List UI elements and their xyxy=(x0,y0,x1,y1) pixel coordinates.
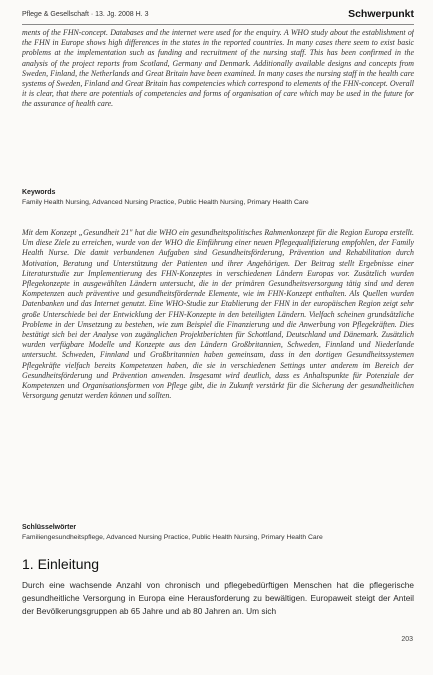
journal-citation: Pflege & Gesellschaft · 13. Jg. 2008 H. 3 xyxy=(22,11,149,18)
schluesselwoerter-heading: Schlüsselwörter xyxy=(22,524,77,531)
keywords-heading: Keywords xyxy=(22,189,56,196)
page-number: 203 xyxy=(401,636,413,643)
section-label: Schwerpunkt xyxy=(348,8,414,20)
german-abstract: Mit dem Konzept „Gesundheit 21" hat die WHO ein gesundheitspolitisches Rahmenkonzept für die Region Europa erstellt. Um diese Ziele zu erreichen, wurde von der WHO die Einführung einer neuen Pflegequalifizierung empfohlen, der Family Health Nurse. Die damit verbundenen Aufgaben sind Gesundheitsförderung, Prävention und Rehabilitation durch Motivation, Beratung und Unterstützung der Patienten und ihrer Angehörigen. Der Beitrag stellt Ergebnisse einer Literaturstudie zur Implementierung des FHN-Konzeptes in verschiedenen Ländern Europas vor. Zusätzlich wurden Pflegekonzepte in ausgewählten Ländern untersucht, die in der primären Gesundheitsversorgung tätig sind und deren Kompetenzen auch präventive und gesundheitsfördernde Elemente, wie im FHN-Konzept enthalten. Als Quellen wurden Datenbanken und das Internet genutzt. Eine WHO-Studie zur Etablierung der FHN in der europäischen Region zeigt sehr große Unterschiede bei der Entwicklung der FHN-Konzepte in den beteiligten Ländern. Vielfach scheinen grundsätzliche Probleme in der Umsetzung zu bestehen, wie zum Beispiel die Finanzierung und die Anwerbung von Pflegekräften. Dies bestätigt sich bei der Analyse von zugänglichen Projektberichten für Schottland, Deutschland und Dänemark. Zusätzlich wurden verfügbare Modelle und Konzepte aus den Ländern Großbritannien, Schweden, Finnland und Niederlande untersucht. Schweden, Finnland und Großbritannien haben gemeinsam, dass in den dortigen Gesundheitssystemen Pflegekräfte vielfach bereits Kompetenzen haben, die sie in verschiedenen Settings unter anderem im Bereich der Gesundheitsförderung und Prävention anwenden. Insgesamt wird deutlich, dass es Anhaltspunkte für Potenziale der Kompetenzen und Organisationsformen von Pflege gibt, die in Zukunft verstärkt für die Sicherung der gesundheitlichen Versorgung genutzt werden können und sollten. xyxy=(22,228,414,401)
running-header xyxy=(22,8,414,25)
keywords-text: Family Health Nursing, Advanced Nursing Practice, Public Health Nursing, Primary Health Care xyxy=(22,199,309,206)
schluesselwoerter-text: Familiengesundheitspflege, Advanced Nursing Practice, Public Health Nursing, Primary Health Care xyxy=(22,534,323,541)
section-heading: 1. Einleitung xyxy=(22,556,100,572)
body-paragraph: Durch eine wachsende Anzahl von chronisch und pflegebedürftigen Menschen hat die pflegerische gesundheitliche Versorgung in Europa eine Herausforderung zu bewältigen. Europaweit steigt der Anteil der Bevölkerungsgruppen ab 65 Jahre und ab 80 Jahren an. Um sich xyxy=(22,580,414,616)
english-abstract: ments of the FHN-concept. Databases and the internet were used for the enquiry. A WHO study about the establishment of the FHN in Europe shows high differences in the states in the reported countries. In many cases there seem to exist basic problems at the implementation such as funding and recruitment of the nursing staff. This has been confirmed in the analysis of the project reports from Scotland, Germany and Denmark. Additionally available designs and concepts from Sweden, Finland, the Netherlands and Great Britain have been examined. In many cases the nursing staff in the health care systems of Sweden, Finland and Great Britain has competencies which correspond to elements of the FHN-concept. Overall it is clear, that there are potentials of competencies and forms of organisation of care which may be used in the future for the assurance of health care. xyxy=(22,28,414,109)
